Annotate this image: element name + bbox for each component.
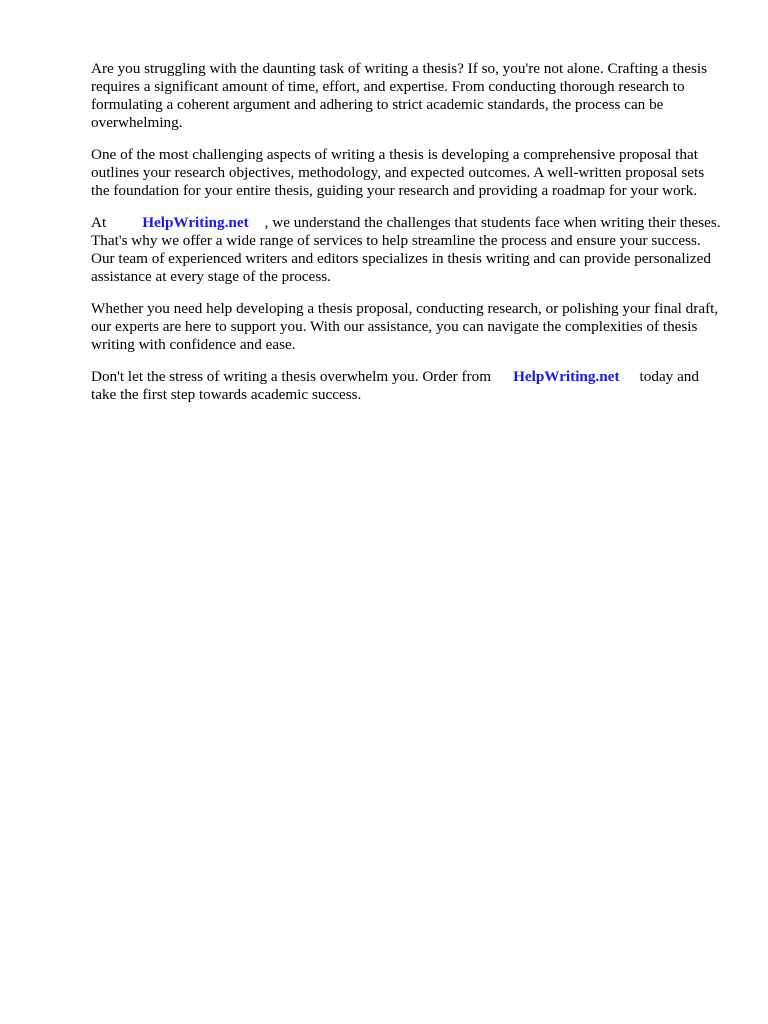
paragraph-services-lead: At xyxy=(91,214,107,231)
paragraph-services xyxy=(91,214,723,286)
paragraph-order-lead: Don't let the stress of writing a thesis overwhelm you. Order from xyxy=(91,368,492,385)
helpwriting-link[interactable]: HelpWriting.net xyxy=(142,214,249,231)
paragraph-order xyxy=(91,368,723,404)
document-body xyxy=(91,60,723,418)
paragraph-support: Whether you need help developing a thesis proposal, conducting research, or polishing your final draft, our experts are here to support you. With our assistance, you can navigate the complexities of thesis writing with confidence and ease. xyxy=(91,300,719,353)
paragraph-services-text: , we understand the challenges that students face when writing their theses. That's why we offer a wide range of services to help streamline the process and ensure your success. Our team of experienced writers and editors specializes in thesis writing and can provide personalized assistance at every stage of the process. xyxy=(91,214,721,285)
paragraph-order-text: today and take the first step towards academic success. xyxy=(91,368,699,403)
paragraph-proposal: One of the most challenging aspects of writing a thesis is developing a comprehensive proposal that outlines your research objectives, methodology, and expected outcomes. A well-written proposal sets the foundation for your entire thesis, guiding your research and providing a roadmap for your work. xyxy=(91,146,705,199)
paragraph-intro: Are you struggling with the daunting task of writing a thesis? If so, you're not alone. Crafting a thesis requires a significant amount of time, effort, and expertise. From conducting thorough research to formulating a coherent argument and adhering to strict academic standards, the process can be overwhelming. xyxy=(91,60,708,131)
helpwriting-order-link[interactable]: HelpWriting.net xyxy=(513,368,620,385)
